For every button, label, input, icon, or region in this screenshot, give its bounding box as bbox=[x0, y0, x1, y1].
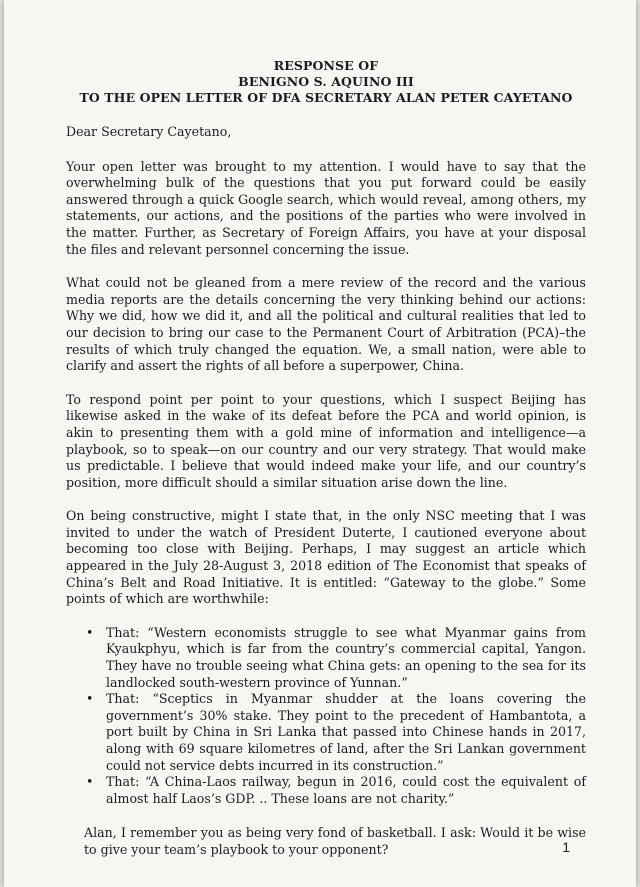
document-page bbox=[4, 0, 636, 887]
title-line-1: RESPONSE OF bbox=[273, 58, 379, 73]
salutation: Dear Secretary Cayetano, bbox=[66, 124, 232, 139]
list-item bbox=[68, 774, 586, 807]
list-item-text: That: “Western economists struggle to see what Myanmar gains from Kyaukphyu, which is far from the country’s commercial capital, Yangon. They have no trouble seeing what China gets: an opening to the sea for its landlocked south-western province of Yunnan.” bbox=[106, 624, 586, 690]
paragraph-1: Your open letter was brought to my attention. I would have to say that the overwhelming bulk of the questions that you put forward could be easily answered through a quick Google search, which would reveal, among others, my statements, our actions, and the positions of the parties who were involved in the matter. Further, as Secretary of Foreign Affairs, you have at your disposal the files and relevant personnel concerning the issue. bbox=[66, 158, 586, 257]
letter-body bbox=[66, 58, 586, 859]
list-item-text: That: “Sceptics in Myanmar shudder at the loans covering the government’s 30% stake. They point to the precedent of Hambantota, a port built by China in Sri Lanka that passed into Chinese hands in 2017, along with 69 square kilometres of land, after the Sri Lankan government could not service debts incurred in its construction.” bbox=[106, 691, 586, 773]
list-item bbox=[68, 691, 586, 774]
bullet-icon: • bbox=[86, 691, 94, 707]
paragraph-2: What could not be gleaned from a mere review of the record and the various media reports are the details concerning the very thinking behind our actions: Why we did, how we did it, and all the political and cultural realities that led to our decision to bring our case to the Permanent Court of Arbitration (PCA)–the results of which truly changed the equation. We, a small nation, were able to clarify and assert the rights of all before a superpower, China. bbox=[66, 275, 586, 374]
paragraph-4: On being constructive, might I state that, in the only NSC meeting that I was invited to under the watch of President Duterte, I cautioned everyone about becoming too close with Beijing. Perhaps, I may suggest an article which appeared in the July 28-August 3, 2018 edition of The Economist that speaks of China’s Belt and Road Initiative. It is entitled: “Gateway to the globe.” Some points of which are worthwhile: bbox=[66, 508, 586, 607]
bullet-icon: • bbox=[86, 774, 94, 790]
quote-list bbox=[66, 625, 586, 808]
list-item bbox=[68, 625, 586, 691]
page-number: 1 bbox=[562, 839, 570, 855]
paragraph-3: To respond point per point to your questions, which I suspect Beijing has likewise asked in the wake of its defeat before the PCA and world opinion, is akin to presenting them with a gold mine of information and intelligence—a playbook, so to speak—on our country and our very strategy. That would make us predictable. I believe that would indeed make your life, and our country’s position, more difficult should a similar situation arise down the line. bbox=[66, 391, 586, 490]
document-title bbox=[66, 58, 586, 106]
title-line-3: TO THE OPEN LETTER OF DFA SECRETARY ALAN PETER CAYETANO bbox=[79, 90, 573, 105]
list-item-text: That: “A China-Laos railway, begun in 2016, could cost the equivalent of almost half Laos’s GDP. .. These loans are not charity.” bbox=[106, 774, 586, 806]
closing-paragraph: Alan, I remember you as being very fond of basketball. I ask: Would it be wise to give your team’s playbook to your opponent? bbox=[84, 825, 586, 857]
bullet-icon: • bbox=[86, 624, 94, 640]
title-line-2: BENIGNO S. AQUINO III bbox=[238, 74, 414, 89]
